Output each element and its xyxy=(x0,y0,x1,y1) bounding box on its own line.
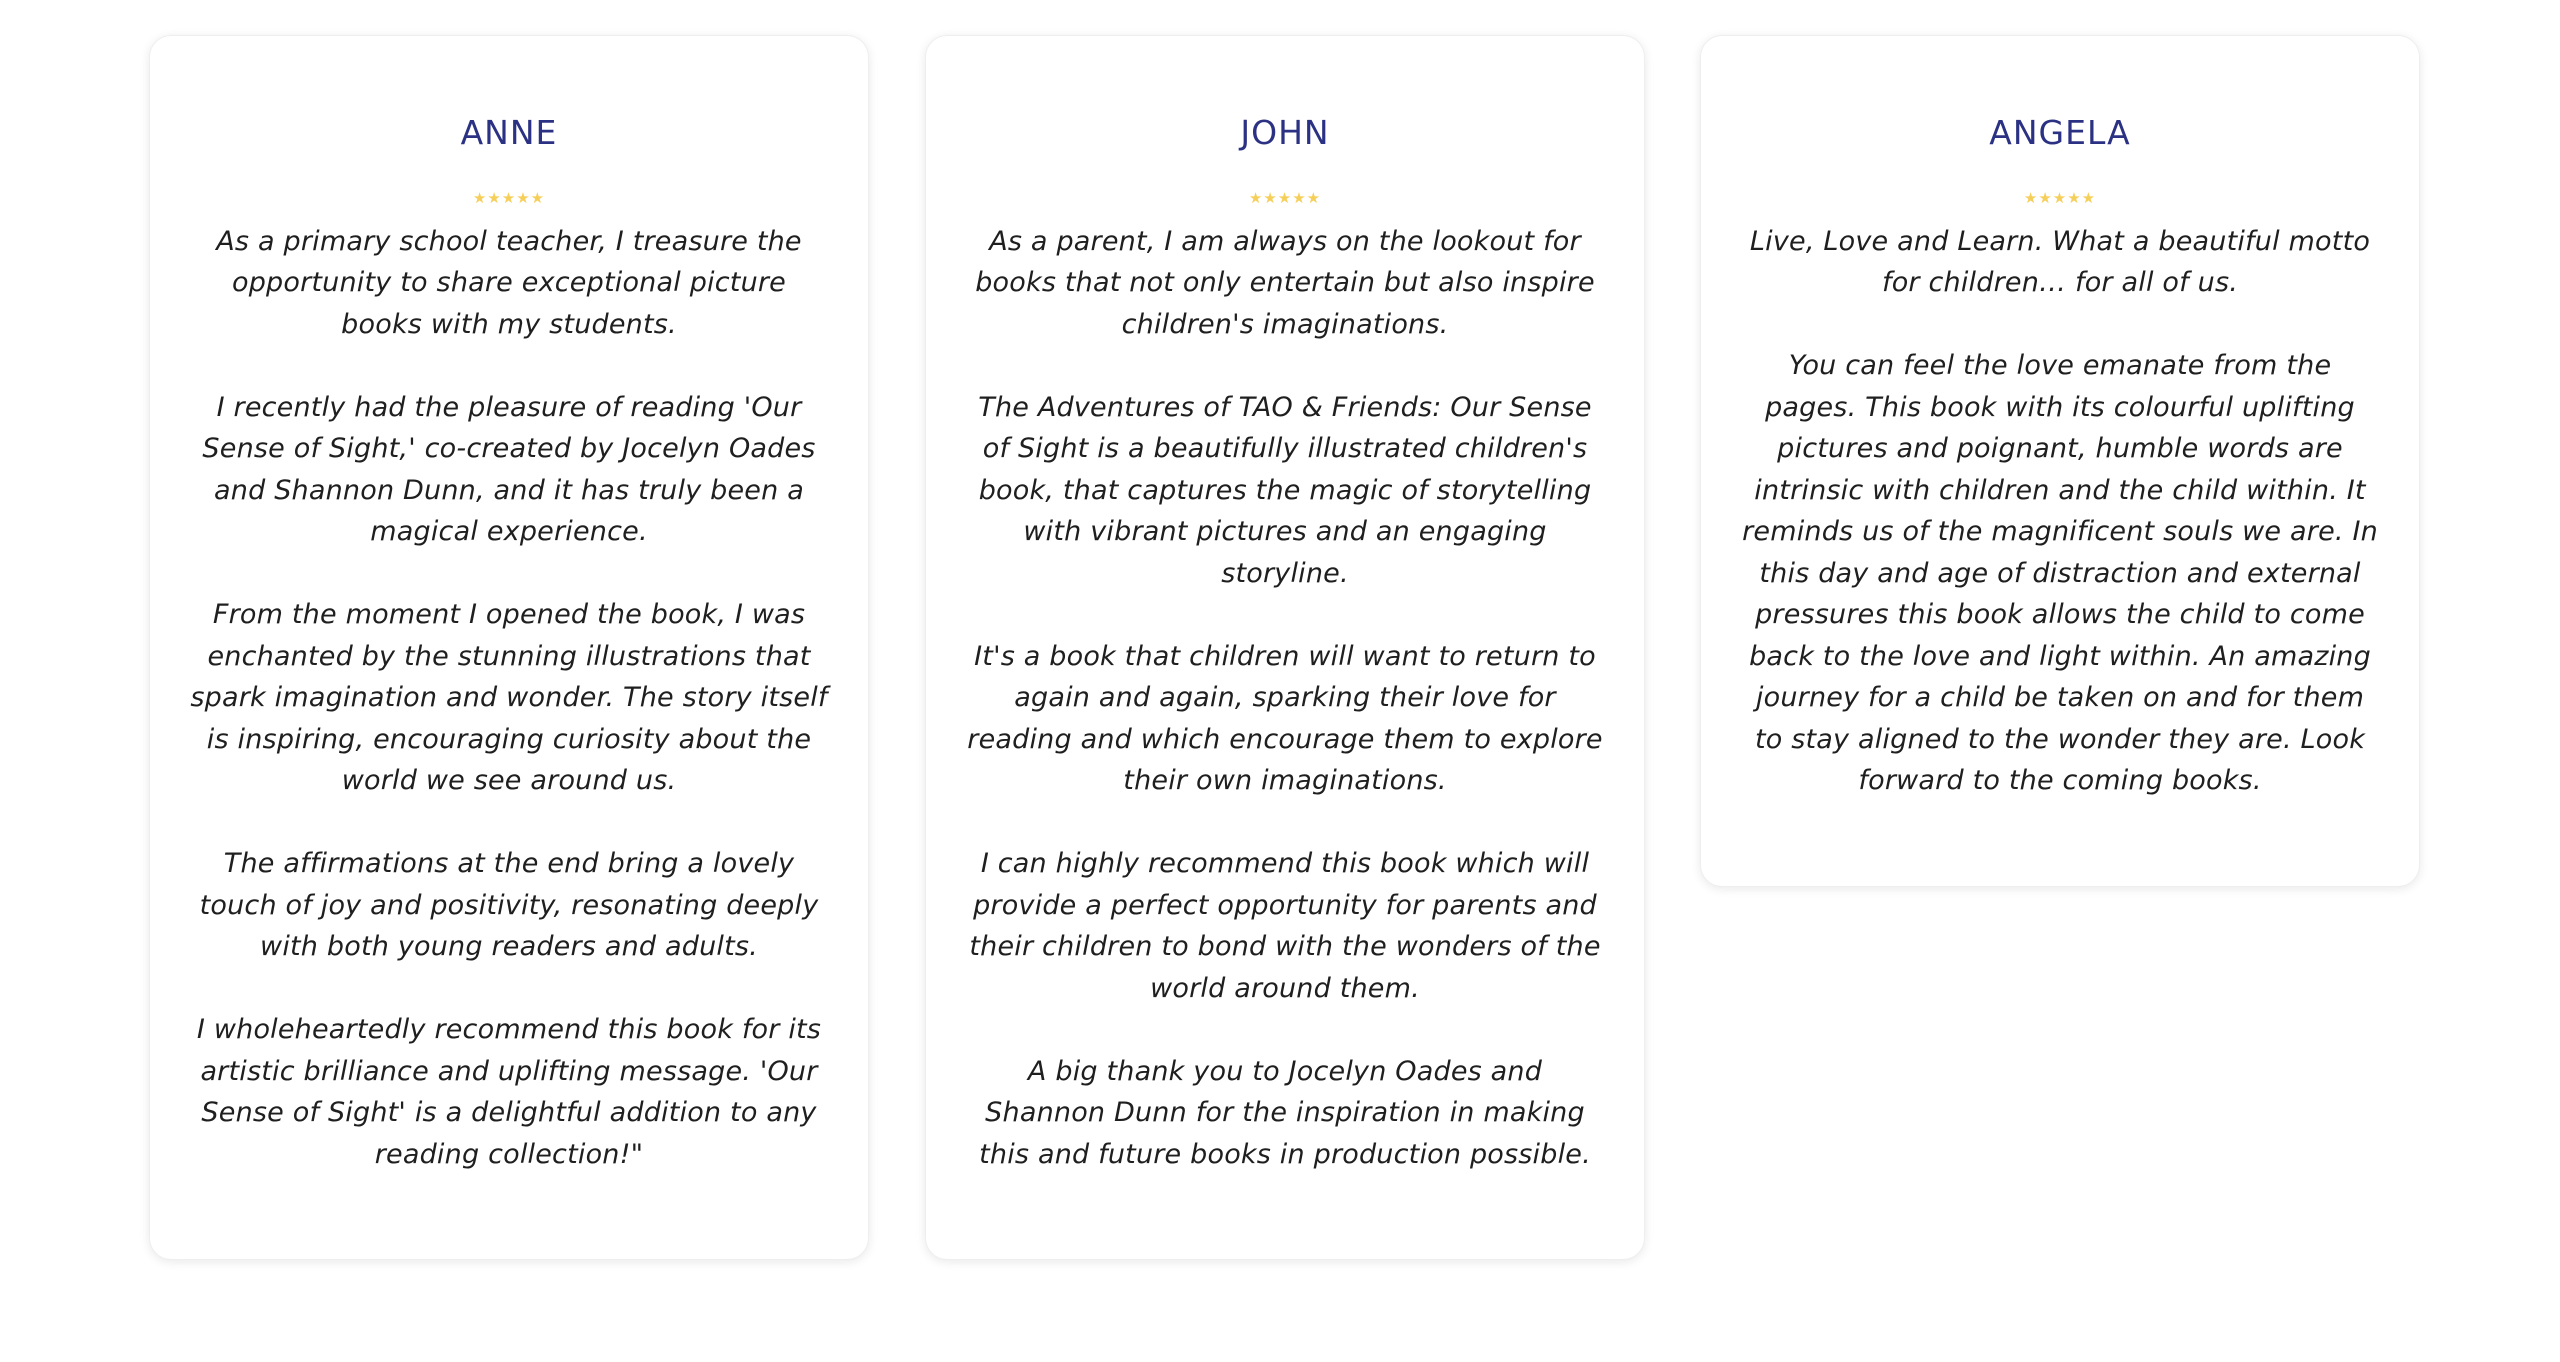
reviewer-name: ANNE xyxy=(460,113,558,152)
review-paragraph: I can highly recommend this book which will provide a perfect opportunity for parents and their children to bond with the wonders of the world around them. xyxy=(969,848,1601,1004)
review-paragraph: You can feel the love emanate from the pages. This book with its colourful uplifting pictures and poignant, humble words are intrinsic with children and the child within. It reminds us of the magnificent souls we are. In this day and age of distraction and external pressures this book allows the child to come back to the love and light within. An amazing journey for a child be taken on and for them to stay aligned to the wonder they are. Look forward to the coming books. xyxy=(1742,350,2378,797)
review-paragraph: I wholeheartedly recommend this book for its artistic brilliance and uplifting message. 'Our Sense of Sight' is a delightful addition to any reading collection!" xyxy=(196,1014,822,1170)
review-text xyxy=(190,221,828,1176)
review-paragraph: I recently had the pleasure of reading 'Our Sense of Sight,' co-created by Jocelyn Oades and Shannon Dunn, and it has truly been a magical experience. xyxy=(202,391,816,548)
review-paragraph: From the moment I opened the book, I was enchanted by the stunning illustrations that spark imagination and wonder. The story itself is inspiring, encouraging curiosity about the world we see around us. xyxy=(190,599,828,797)
star-rating: ★★★★★ xyxy=(472,188,546,207)
star-rating: ★★★★★ xyxy=(1248,188,1322,207)
review-text xyxy=(1741,221,2379,802)
review-paragraph: It's a book that children will want to return to again and again, sparking their love for reading and which encourage them to explore their own imaginations. xyxy=(967,640,1603,797)
review-card-anne xyxy=(149,35,869,1260)
review-paragraph: A big thank you to Jocelyn Oades and Shannon Dunn for the inspiration in making this and future books in production possible. xyxy=(979,1055,1591,1170)
reviewer-name: ANGELA xyxy=(1989,113,2131,152)
review-card-john xyxy=(925,35,1645,1260)
star-rating: ★★★★★ xyxy=(2023,188,2097,207)
review-paragraph: Live, Love and Learn. What a beautiful motto for children… for all of us. xyxy=(1749,225,2371,299)
review-paragraph: As a parent, I am always on the lookout for books that not only entertain but also inspire children's imaginations. xyxy=(975,225,1595,340)
review-paragraph: As a primary school teacher, I treasure the opportunity to share exceptional picture books with my students. xyxy=(216,225,802,340)
review-card-angela xyxy=(1700,35,2420,887)
review-text xyxy=(966,221,1604,1176)
review-paragraph: The affirmations at the end bring a lovely touch of joy and positivity, resonating deeply with both young readers and adults. xyxy=(199,848,819,963)
reviewer-name: JOHN xyxy=(1240,113,1330,152)
review-paragraph: The Adventures of TAO & Friends: Our Sense of Sight is a beautifully illustrated children's book, that captures the magic of storytelling with vibrant pictures and an engaging storyline. xyxy=(978,391,1592,589)
